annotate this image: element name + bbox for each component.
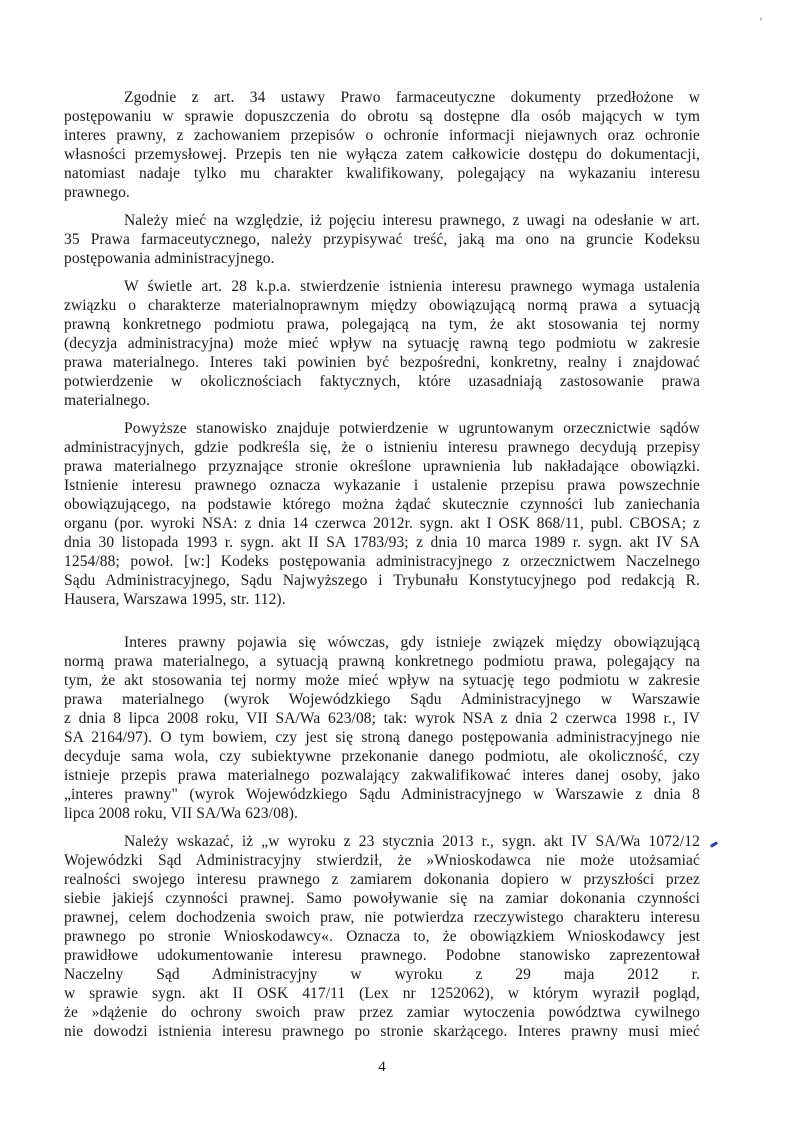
text-line: 35 Prawa farmaceutycznego, należy przypisywać treść, jaką ma ono na gruncie Kodeksu [64, 231, 700, 248]
text-line: Istnienie interesu prawnego oznacza wykazanie i ustalenie przepisu prawa powszechnie [64, 477, 700, 494]
text-line: decyduje sama wola, czy subiektywne przekonanie danego podmiotu, ale okoliczność, czy [64, 748, 700, 765]
text-line: Należy wskazać, iż „w wyroku z 23 stycznia 2013 r., sygn. akt IV SA/Wa 1072/12 [124, 833, 700, 850]
text-line: (decyzja administracyjna) może mieć wpływ na sytuację rawną tego podmiotu w zakresie [64, 335, 700, 352]
blue-pen-mark [710, 841, 718, 848]
text-line: prawnego po stronie Wnioskodawcy«. Oznacza to, że obowiązkiem Wnioskodawcy jest [64, 928, 700, 945]
text-line: prawidłowe udokumentowanie interesu prawnego. Podobne stanowisko zaprezentował [64, 947, 700, 964]
text-line: postępowaniu w sprawie dopuszczenia do obrotu są dostępne dla osób mających w tym [64, 108, 700, 125]
text-line: Naczelny Sąd Administracyjny w wyroku z 29 maja 2012 r. [64, 966, 700, 983]
paragraph [64, 88, 700, 202]
text-line: Zgodnie z art. 34 ustawy Prawo farmaceutyczne dokumenty przedłożone w [124, 89, 700, 106]
paragraph [64, 277, 700, 410]
text-line: materialnego. [64, 392, 151, 409]
paragraph [64, 211, 700, 268]
text-line: Sądu Administracyjnego, Sądu Najwyższego i Trybunału Konstytucyjnego pod redakcją R. [64, 572, 700, 589]
text-line: dnia 30 listopada 1993 r. sygn. akt II SA 1783/93; z dnia 10 marca 1989 r. sygn. akt IV SA [64, 534, 700, 551]
scan-speck [760, 17, 762, 21]
text-line: realności swojego interesu prawnego z zamiarem dokonania dopiero w przyszłości przez [64, 871, 700, 888]
text-line: istnieje przepis prawa materialnego pozwalający zakwalifikować interes danej osoby, jako [64, 767, 700, 784]
text-line: prawa materialnego (wyrok Wojewódzkiego Sądu Administracyjnego w Warszawie [64, 691, 700, 708]
text-line: związku o charakterze materialnoprawnym między obowiązującą normą prawa a sytuacją [64, 297, 700, 314]
text-line: SA 2164/97). O tym bowiem, czy jest się stroną danego postępowania administracyjnego nie [64, 729, 700, 746]
text-line: prawną konkretnego podmiotu prawa, polegającą na tym, że akt stosowania tej normy [64, 316, 700, 333]
text-line: natomiast nadaje tylko mu charakter kwalifikowany, polegający na wykazaniu interesu [64, 165, 700, 182]
text-line: Wojewódzki Sąd Administracyjny stwierdził, że »Wnioskodawca nie może utożsamiać [64, 852, 700, 869]
text-line: że »dążenie do ochrony swoich praw przez zamiar wytoczenia powództwa cywilnego [64, 1004, 700, 1021]
page-number: 4 [378, 1059, 386, 1075]
text-line: W świetle art. 28 k.p.a. stwierdzenie istnienia interesu prawnego wymaga ustalenia [124, 278, 700, 295]
text-line: nie dowodzi istnienia interesu prawnego po stronie skarżącego. Interes prawny musi mieć [64, 1023, 700, 1040]
text-line: w sprawie sygn. akt II OSK 417/11 (Lex nr 1252062), w którym wyraził pogląd, [64, 985, 700, 1002]
text-line: interes prawny, z zachowaniem przepisów o ochronie informacji niejawnych oraz ochronie [64, 127, 700, 144]
text-line: własności przemysłowej. Przepis ten nie wyłącza zatem całkowicie dostępu do dokumentacji, [64, 146, 700, 163]
text-line: normą prawa materialnego, a sytuacją prawną konkretnego podmiotu prawa, polegający na [64, 653, 700, 670]
text-line: prawa materialnego. Interes taki powinien być bezpośredni, konkretny, realny i znajdować [64, 354, 700, 371]
text-line: obowiązującego, na podstawie którego można żądać skutecznie czynności lub zaniechania [64, 496, 700, 513]
paragraph [64, 633, 700, 823]
text-line: prawnej, celem dochodzenia swoich praw, nie potwierdza rzeczywistego charakteru interesu [64, 909, 700, 926]
text-line: Powyższe stanowisko znajduje potwierdzenie w ugruntowanym orzecznictwie sądów [124, 420, 700, 437]
text-line: 1254/88; powoł. [w:] Kodeks postępowania administracyjnego z orzecznictwem Naczelnego [64, 553, 700, 570]
text-line: prawa materialnego przyznające stronie określone uprawnienia lub nakładające obowiązki. [64, 458, 700, 475]
text-line: „interes prawny" (wyrok Wojewódzkiego Sądu Administracyjnego w Warszawie z dnia 8 [64, 786, 700, 803]
text-line: potwierdzenie w okolicznościach faktycznych, które uzasadniają zastosowanie prawa [64, 373, 700, 390]
text-line: Należy mieć na względzie, iż pojęciu interesu prawnego, z uwagi na odesłanie w art. [124, 212, 700, 229]
paragraph [64, 419, 700, 609]
text-line: siebie jakiejś czynności prawnej. Samo powoływanie się na zamiar dokonania czynności [64, 890, 700, 907]
text-line: Hausera, Warszawa 1995, str. 112). [64, 591, 286, 608]
text-line: administracyjnych, gdzie podkreśla się, że o istnieniu interesu prawnego decydują przepisy [64, 439, 700, 456]
document-body [64, 88, 700, 1050]
text-line: lipca 2008 roku, VII SA/Wa 623/08). [64, 805, 299, 822]
text-line: z dnia 8 lipca 2008 roku, VII SA/Wa 623/08; tak: wyrok NSA z dnia 2 czerwca 1998 r., IV [64, 710, 700, 727]
text-line: postępowania administracyjnego. [64, 250, 275, 267]
text-line: Interes prawny pojawia się wówczas, gdy istnieje związek między obowiązującą [124, 634, 700, 651]
paragraph [64, 832, 700, 1041]
text-line: tym, że akt stosowania tej normy może mieć wpływ na sytuację tego podmiotu w zakresie [64, 672, 700, 689]
text-line: prawnego. [64, 184, 130, 201]
text-line: organu (por. wyroki NSA: z dnia 14 czerwca 2012r. sygn. akt I OSK 868/11, publ. CBOSA; z [64, 515, 700, 532]
